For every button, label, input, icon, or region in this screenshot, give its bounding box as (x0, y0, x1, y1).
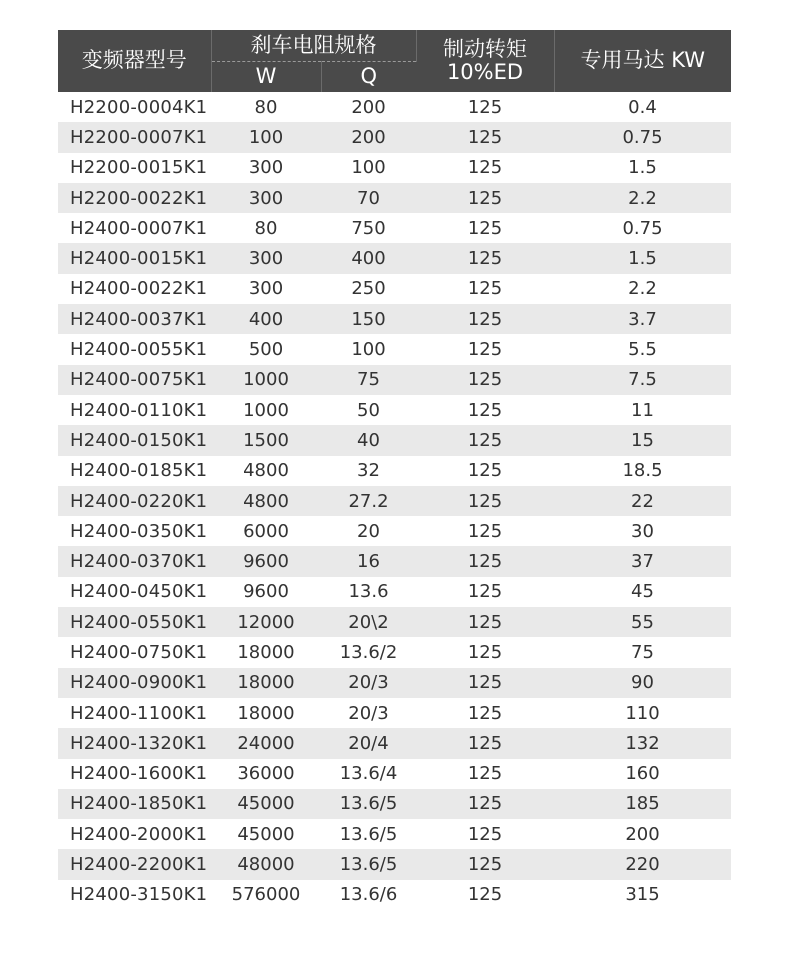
w-cell: 1000 (211, 395, 321, 425)
q-cell: 100 (321, 334, 416, 364)
torque-cell: 125 (416, 759, 554, 789)
header-braking-torque (416, 30, 554, 92)
model-cell: H2400-3150K1 (58, 880, 211, 910)
q-cell: 50 (321, 395, 416, 425)
q-cell: 20/3 (321, 668, 416, 698)
model-cell: H2400-1600K1 (58, 759, 211, 789)
motor-kw-cell: 0.4 (554, 92, 731, 122)
w-cell: 80 (211, 213, 321, 243)
model-cell: H2400-0022K1 (58, 274, 211, 304)
table-row (58, 213, 731, 243)
motor-kw-cell: 75 (554, 637, 731, 667)
q-cell: 400 (321, 243, 416, 273)
motor-kw-cell: 55 (554, 607, 731, 637)
w-cell: 80 (211, 92, 321, 122)
q-cell: 200 (321, 92, 416, 122)
motor-kw-cell: 315 (554, 880, 731, 910)
table-row (58, 516, 731, 546)
torque-cell: 125 (416, 577, 554, 607)
torque-cell: 125 (416, 728, 554, 758)
q-cell: 20/3 (321, 698, 416, 728)
motor-kw-cell: 200 (554, 819, 731, 849)
table-row (58, 546, 731, 576)
motor-kw-cell: 110 (554, 698, 731, 728)
table-row (58, 183, 731, 213)
torque-cell: 125 (416, 456, 554, 486)
motor-kw-cell: 11 (554, 395, 731, 425)
motor-kw-cell: 1.5 (554, 153, 731, 183)
model-cell: H2200-0022K1 (58, 183, 211, 213)
table-row (58, 365, 731, 395)
model-cell: H2400-0055K1 (58, 334, 211, 364)
table-row (58, 395, 731, 425)
table-row (58, 92, 731, 122)
motor-kw-cell: 1.5 (554, 243, 731, 273)
spec-table-container (58, 30, 731, 910)
motor-kw-cell: 5.5 (554, 334, 731, 364)
header-motor-kw: 专用马达 KW (554, 30, 731, 92)
model-cell: H2400-0110K1 (58, 395, 211, 425)
header-torque-line1: 制动转矩 (443, 36, 527, 61)
model-cell: H2400-1320K1 (58, 728, 211, 758)
header-model: 变频器型号 (58, 30, 211, 92)
w-cell: 100 (211, 122, 321, 152)
model-cell: H2200-0007K1 (58, 122, 211, 152)
table-row (58, 304, 731, 334)
w-cell: 300 (211, 243, 321, 273)
torque-cell: 125 (416, 698, 554, 728)
torque-cell: 125 (416, 486, 554, 516)
q-cell: 20/4 (321, 728, 416, 758)
table-row (58, 243, 731, 273)
model-cell: H2400-0007K1 (58, 213, 211, 243)
header-q: Q (321, 62, 416, 93)
w-cell: 18000 (211, 637, 321, 667)
model-cell: H2400-0900K1 (58, 668, 211, 698)
model-cell: H2400-0450K1 (58, 577, 211, 607)
torque-cell: 125 (416, 92, 554, 122)
table-row (58, 759, 731, 789)
table-row (58, 425, 731, 455)
table-row (58, 668, 731, 698)
w-cell: 300 (211, 274, 321, 304)
header-w: W (211, 62, 321, 93)
q-cell: 40 (321, 425, 416, 455)
torque-cell: 125 (416, 122, 554, 152)
model-cell: H2400-0075K1 (58, 365, 211, 395)
q-cell: 13.6/5 (321, 819, 416, 849)
table-row (58, 698, 731, 728)
w-cell: 576000 (211, 880, 321, 910)
q-cell: 100 (321, 153, 416, 183)
w-cell: 24000 (211, 728, 321, 758)
motor-kw-cell: 22 (554, 486, 731, 516)
torque-cell: 125 (416, 607, 554, 637)
w-cell: 4800 (211, 456, 321, 486)
q-cell: 750 (321, 213, 416, 243)
q-cell: 13.6/4 (321, 759, 416, 789)
motor-kw-cell: 90 (554, 668, 731, 698)
torque-cell: 125 (416, 334, 554, 364)
model-cell: H2400-0350K1 (58, 516, 211, 546)
motor-kw-cell: 18.5 (554, 456, 731, 486)
motor-kw-cell: 37 (554, 546, 731, 576)
model-cell: H2400-2000K1 (58, 819, 211, 849)
model-cell: H2200-0004K1 (58, 92, 211, 122)
w-cell: 9600 (211, 546, 321, 576)
torque-cell: 125 (416, 153, 554, 183)
q-cell: 20 (321, 516, 416, 546)
table-header (58, 30, 731, 92)
model-cell: H2400-2200K1 (58, 849, 211, 879)
header-resistor-spec: 刹车电阻规格 (211, 30, 416, 62)
table-row (58, 334, 731, 364)
model-cell: H2200-0015K1 (58, 153, 211, 183)
table-row (58, 577, 731, 607)
torque-cell: 125 (416, 668, 554, 698)
q-cell: 32 (321, 456, 416, 486)
table-row (58, 849, 731, 879)
torque-cell: 125 (416, 395, 554, 425)
w-cell: 48000 (211, 849, 321, 879)
w-cell: 500 (211, 334, 321, 364)
q-cell: 13.6/5 (321, 789, 416, 819)
model-cell: H2400-1100K1 (58, 698, 211, 728)
torque-cell: 125 (416, 304, 554, 334)
model-cell: H2400-0037K1 (58, 304, 211, 334)
w-cell: 4800 (211, 486, 321, 516)
torque-cell: 125 (416, 274, 554, 304)
motor-kw-cell: 15 (554, 425, 731, 455)
motor-kw-cell: 2.2 (554, 274, 731, 304)
q-cell: 75 (321, 365, 416, 395)
motor-kw-cell: 30 (554, 516, 731, 546)
motor-kw-cell: 45 (554, 577, 731, 607)
header-torque-line2: 10%ED (446, 60, 524, 84)
w-cell: 9600 (211, 577, 321, 607)
q-cell: 13.6/2 (321, 637, 416, 667)
w-cell: 18000 (211, 668, 321, 698)
w-cell: 18000 (211, 698, 321, 728)
q-cell: 16 (321, 546, 416, 576)
q-cell: 20\2 (321, 607, 416, 637)
table-row (58, 607, 731, 637)
q-cell: 200 (321, 122, 416, 152)
q-cell: 70 (321, 183, 416, 213)
torque-cell: 125 (416, 365, 554, 395)
torque-cell: 125 (416, 880, 554, 910)
model-cell: H2400-0220K1 (58, 486, 211, 516)
motor-kw-cell: 0.75 (554, 122, 731, 152)
table-row (58, 728, 731, 758)
table-row (58, 880, 731, 910)
model-cell: H2400-0015K1 (58, 243, 211, 273)
torque-cell: 125 (416, 183, 554, 213)
torque-cell: 125 (416, 243, 554, 273)
q-cell: 250 (321, 274, 416, 304)
w-cell: 12000 (211, 607, 321, 637)
w-cell: 6000 (211, 516, 321, 546)
model-cell: H2400-0150K1 (58, 425, 211, 455)
motor-kw-cell: 132 (554, 728, 731, 758)
w-cell: 300 (211, 153, 321, 183)
motor-kw-cell: 7.5 (554, 365, 731, 395)
w-cell: 300 (211, 183, 321, 213)
table-row (58, 789, 731, 819)
motor-kw-cell: 185 (554, 789, 731, 819)
torque-cell: 125 (416, 789, 554, 819)
table-row (58, 122, 731, 152)
w-cell: 1500 (211, 425, 321, 455)
q-cell: 13.6/6 (321, 880, 416, 910)
w-cell: 1000 (211, 365, 321, 395)
torque-cell: 125 (416, 425, 554, 455)
model-cell: H2400-1850K1 (58, 789, 211, 819)
motor-kw-cell: 220 (554, 849, 731, 879)
q-cell: 27.2 (321, 486, 416, 516)
table-row (58, 456, 731, 486)
w-cell: 45000 (211, 789, 321, 819)
torque-cell: 125 (416, 849, 554, 879)
motor-kw-cell: 0.75 (554, 213, 731, 243)
w-cell: 400 (211, 304, 321, 334)
torque-cell: 125 (416, 546, 554, 576)
torque-cell: 125 (416, 819, 554, 849)
motor-kw-cell: 160 (554, 759, 731, 789)
torque-cell: 125 (416, 516, 554, 546)
w-cell: 36000 (211, 759, 321, 789)
table-body (58, 92, 731, 910)
model-cell: H2400-0370K1 (58, 546, 211, 576)
model-cell: H2400-0185K1 (58, 456, 211, 486)
table-row (58, 486, 731, 516)
brake-resistor-spec-table (58, 30, 731, 910)
motor-kw-cell: 3.7 (554, 304, 731, 334)
q-cell: 13.6 (321, 577, 416, 607)
table-row (58, 819, 731, 849)
motor-kw-cell: 2.2 (554, 183, 731, 213)
torque-cell: 125 (416, 213, 554, 243)
q-cell: 13.6/5 (321, 849, 416, 879)
table-row (58, 153, 731, 183)
w-cell: 45000 (211, 819, 321, 849)
model-cell: H2400-0550K1 (58, 607, 211, 637)
model-cell: H2400-0750K1 (58, 637, 211, 667)
table-row (58, 274, 731, 304)
q-cell: 150 (321, 304, 416, 334)
table-row (58, 637, 731, 667)
torque-cell: 125 (416, 637, 554, 667)
